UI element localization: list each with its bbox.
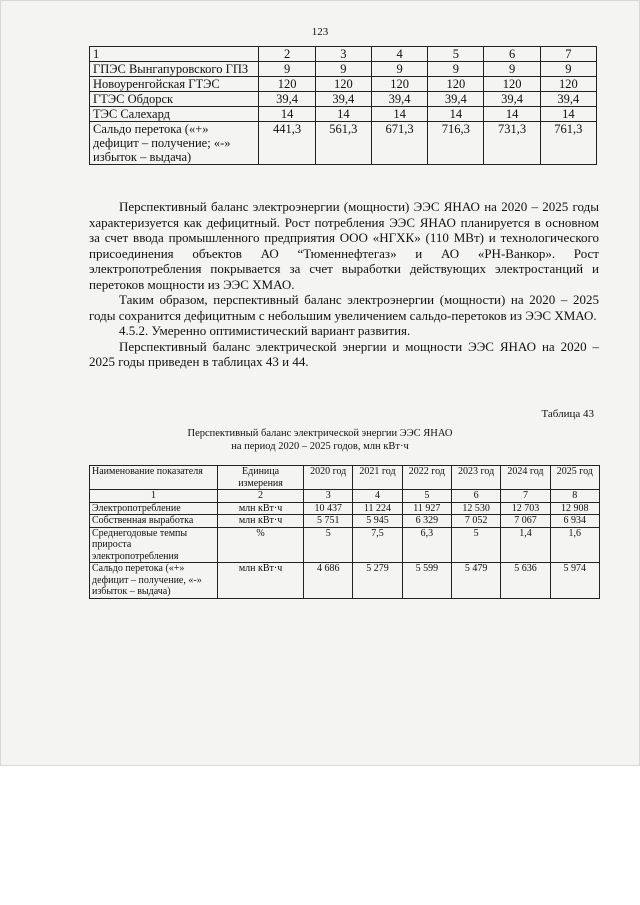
- row-unit: млн кВт·ч: [218, 563, 304, 599]
- cell: 5 636: [501, 563, 550, 599]
- header-cell: 1: [90, 47, 259, 62]
- cell: 6,3: [402, 527, 451, 563]
- cell: 7,5: [353, 527, 402, 563]
- table-row: [90, 515, 600, 528]
- header-cell: 2: [259, 47, 315, 62]
- cell: 9: [428, 62, 484, 77]
- cell: 12 703: [501, 502, 550, 515]
- cell: 120: [371, 77, 427, 92]
- cell: 120: [540, 77, 596, 92]
- table-caption: [0, 428, 640, 453]
- cell: 39,4: [484, 92, 540, 107]
- column-number: 6: [451, 490, 500, 503]
- cell: 120: [259, 77, 315, 92]
- paragraph: Перспективный баланс электрической энергии и мощности ЭЭС ЯНАО на 2020 – 2025 годы приведен в таблицах 43 и 44.: [89, 338, 599, 369]
- cell: 39,4: [371, 92, 427, 107]
- cell: 9: [259, 62, 315, 77]
- cell: 11 927: [402, 502, 451, 515]
- cell: 1,6: [550, 527, 599, 563]
- header-cell: 2020 год: [304, 466, 353, 490]
- section-heading: 4.5.2. Умеренно оптимистический вариант развития.: [119, 323, 411, 338]
- cell: 14: [259, 107, 315, 122]
- row-name: Сальдо перетока («+» дефицит – получение; «-» избыток – выдача): [90, 122, 259, 165]
- header-cell: Единица измерения: [218, 466, 304, 490]
- header-cell: 6: [484, 47, 540, 62]
- table-header-row: [90, 466, 600, 490]
- header-cell: 5: [428, 47, 484, 62]
- header-cell: Наименование показателя: [90, 466, 218, 490]
- cell: 39,4: [428, 92, 484, 107]
- caption-line: на период 2020 – 2025 годов, млн кВт·ч: [231, 440, 409, 452]
- column-number: 3: [304, 490, 353, 503]
- column-number: 8: [550, 490, 599, 503]
- energy-balance-table: [89, 465, 600, 599]
- header-cell: 2022 год: [402, 466, 451, 490]
- cell: 12 530: [451, 502, 500, 515]
- row-name: Новоуренгойская ГТЭС: [90, 77, 259, 92]
- cell: 1,4: [501, 527, 550, 563]
- column-number-row: [90, 490, 600, 503]
- cell: 5 974: [550, 563, 599, 599]
- table-header-row: [90, 47, 597, 62]
- header-cell: 2024 год: [501, 466, 550, 490]
- paragraph: Таким образом, перспективный баланс электроэнергии (мощности) на 2020 – 2025 годы сохранится дефицитным с небольшим увеличением сальдо-перетоков из ЭЭС ХМАО.: [89, 292, 599, 323]
- cell: 14: [315, 107, 371, 122]
- cell: 7 052: [451, 515, 500, 528]
- cell: 5 599: [402, 563, 451, 599]
- table-label: Таблица 43: [541, 408, 594, 420]
- cell: 9: [484, 62, 540, 77]
- cell: 39,4: [259, 92, 315, 107]
- capacity-table: [89, 46, 597, 165]
- cell: 9: [540, 62, 596, 77]
- cell: 14: [428, 107, 484, 122]
- paragraph: Перспективный баланс электроэнергии (мощности) ЭЭС ЯНАО на 2020 – 2025 годы характеризуется как дефицитный. Рост потребления ЭЭС ЯНАО планируется в основном за счет ввода промышленного предприятия ООО «НГХК» (110 МВт) и технологического присоединения объектов АО “Тюменнефтегаз» и АО «РН-Ванкор». Рост электропотребления покрывается за счет выработки действующих электростанций и перетоков мощности из ЭЭС ХМАО.: [89, 199, 599, 292]
- cell: 9: [315, 62, 371, 77]
- cell: 5: [304, 527, 353, 563]
- table-row: [90, 527, 600, 563]
- caption-line: Перспективный баланс электрической энергии ЭЭС ЯНАО: [187, 428, 453, 439]
- column-number: 7: [501, 490, 550, 503]
- column-number: 2: [218, 490, 304, 503]
- cell: 14: [371, 107, 427, 122]
- cell: 6 934: [550, 515, 599, 528]
- header-cell: 7: [540, 47, 596, 62]
- cell: 441,3: [259, 122, 315, 165]
- row-name: ГТЭС Обдорск: [90, 92, 259, 107]
- cell: 9: [371, 62, 427, 77]
- cell: 12 908: [550, 502, 599, 515]
- header-cell: 2025 год: [550, 466, 599, 490]
- cell: 561,3: [315, 122, 371, 165]
- cell: 5 945: [353, 515, 402, 528]
- cell: 4 686: [304, 563, 353, 599]
- row-name: Среднегодовые темпы прироста электропотребления: [90, 527, 218, 563]
- header-cell: 2021 год: [353, 466, 402, 490]
- table-row: [90, 122, 597, 165]
- row-name: ГПЭС Вынгапуровского ГПЗ: [90, 62, 259, 77]
- cell: 5: [451, 527, 500, 563]
- row-unit: млн кВт·ч: [218, 502, 304, 515]
- cell: 39,4: [540, 92, 596, 107]
- table-row: [90, 92, 597, 107]
- cell: 761,3: [540, 122, 596, 165]
- row-name: ТЭС Салехард: [90, 107, 259, 122]
- cell: 716,3: [428, 122, 484, 165]
- column-number: 5: [402, 490, 451, 503]
- cell: 11 224: [353, 502, 402, 515]
- cell: 5 279: [353, 563, 402, 599]
- cell: 731,3: [484, 122, 540, 165]
- row-name: Электропотребление: [90, 502, 218, 515]
- table-row: [90, 77, 597, 92]
- row-name: Собственная выработка: [90, 515, 218, 528]
- column-number: 1: [90, 490, 218, 503]
- row-unit: млн кВт·ч: [218, 515, 304, 528]
- body-text: [89, 199, 599, 370]
- cell: 6 329: [402, 515, 451, 528]
- cell: 14: [540, 107, 596, 122]
- table-row: [90, 563, 600, 599]
- cell: 14: [484, 107, 540, 122]
- cell: 120: [428, 77, 484, 92]
- header-cell: 2023 год: [451, 466, 500, 490]
- cell: 39,4: [315, 92, 371, 107]
- header-cell: 4: [371, 47, 427, 62]
- page-number: 123: [311, 26, 329, 38]
- cell: 5 479: [451, 563, 500, 599]
- cell: 120: [315, 77, 371, 92]
- table-row: [90, 107, 597, 122]
- cell: 671,3: [371, 122, 427, 165]
- table-row: [90, 62, 597, 77]
- row-name: Сальдо перетока («+» дефицит – получение, «-» избыток – выдача): [90, 563, 218, 599]
- column-number: 4: [353, 490, 402, 503]
- cell: 120: [484, 77, 540, 92]
- cell: 7 067: [501, 515, 550, 528]
- cell: 10 437: [304, 502, 353, 515]
- row-unit: %: [218, 527, 304, 563]
- table-row: [90, 502, 600, 515]
- header-cell: 3: [315, 47, 371, 62]
- cell: 5 751: [304, 515, 353, 528]
